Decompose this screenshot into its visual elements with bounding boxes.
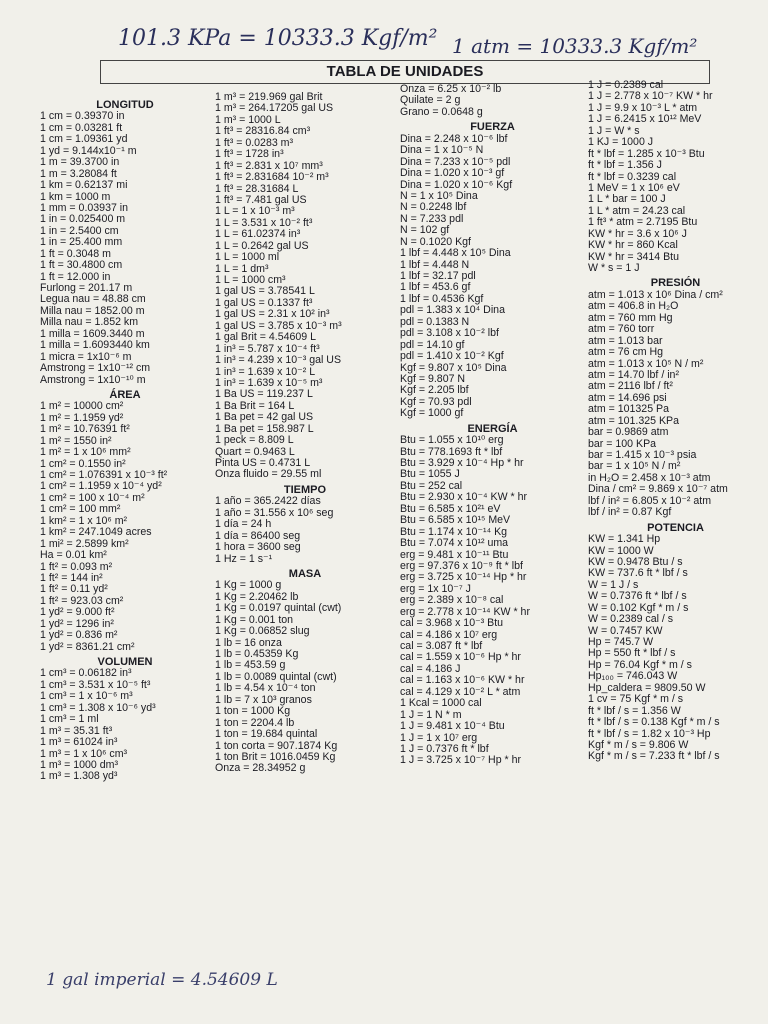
conversion-line: ft * lbf / s = 0.138 Kgf * m / s	[588, 716, 720, 729]
conversion-line: Btu = 1055 J	[400, 468, 460, 481]
conversion-line: Quilate = 2 g	[400, 94, 461, 107]
conversion-line: 1 lbf = 4.448 N	[400, 258, 470, 271]
conversion-line: 1 ft³ = 28316.84 cm³	[215, 125, 311, 138]
conversion-line: 1 micra = 1x10⁻⁶ m	[40, 350, 132, 363]
conversion-line: 1 mm = 0.03937 in	[40, 201, 129, 214]
conversion-line: atm = 14.696 psi	[588, 391, 667, 404]
conversion-line: pdl = 1.383 x 10⁴ Dina	[400, 304, 505, 317]
conversion-line: 1 L = 1 x 10⁻³ m³	[215, 205, 295, 218]
conversion-line: 1 gal US = 3.785 x 10⁻³ m³	[215, 319, 342, 332]
conversion-line: 1 ft³ = 28.31684 L	[215, 182, 299, 195]
conversion-line: pdl = 0.1383 N	[400, 315, 470, 328]
conversion-line: 1 Kg = 0.001 ton	[215, 613, 294, 626]
conversion-line: 1 yd² = 8361.21 cm²	[40, 640, 135, 653]
conversion-line: 1 cm = 1.09361 yd	[40, 133, 128, 146]
conversion-line: Hp = 76.04 Kgf * m / s	[588, 658, 692, 671]
conversion-line: 1 Ba Brit = 164 L	[215, 399, 295, 412]
conversion-line: cal = 3.087 ft * lbf	[400, 640, 483, 653]
conversion-line: 1 Ba US = 119.237 L	[215, 388, 313, 401]
conversion-line: 1 lb = 0.0089 quintal (cwt)	[215, 670, 337, 683]
conversion-line: Btu = 7.074 x 10¹² uma	[400, 537, 509, 550]
conversion-line: 1 ft = 30.4800 cm	[40, 259, 123, 272]
conversion-line: KW * hr = 3414 Btu	[588, 250, 679, 263]
conversion-line: 1 ft³ = 2.831684 10⁻² m³	[215, 171, 329, 184]
conversion-line: 1 J = 0.7376 ft * lbf	[400, 742, 489, 755]
conversion-line: 1 m = 39.3700 in	[40, 156, 120, 169]
conversion-line: 1 J = 3.725 x 10⁻⁷ Hp * hr	[400, 754, 522, 767]
conversion-line: in H₂O = 2.458 x 10⁻³ atm	[588, 471, 711, 484]
conversion-line: 1 cm³ = 0.06182 in³	[40, 667, 132, 680]
conversion-line: 1 km² = 1 x 10⁶ m²	[40, 514, 128, 527]
conversion-line: Dina = 1 x 10⁻⁵ N	[400, 144, 484, 157]
conversion-line: cal = 1.559 x 10⁻⁶ Hp * hr	[400, 651, 521, 664]
section-heading: ÁREA	[109, 388, 141, 401]
conversion-line: Btu = 1.055 x 10¹⁰ erg	[400, 434, 504, 447]
conversion-line: bar = 1 x 10⁵ N / m²	[588, 460, 681, 473]
conversion-line: ft * lbf / s = 1.82 x 10⁻³ Hp	[588, 727, 711, 740]
conversion-line: KW * hr = 3.6 x 10⁶ J	[588, 227, 687, 240]
section-heading: POTENCIA	[647, 521, 704, 534]
conversion-line: W * s = 1 J	[588, 262, 640, 274]
conversion-line: 1 ft² = 144 in²	[40, 571, 103, 584]
conversion-line: 1 J = W * s	[588, 124, 640, 137]
conversion-line: 1 ft = 0.3048 m	[40, 247, 111, 260]
conversion-line: Dina / cm² = 9.869 x 10⁻⁷ atm	[588, 483, 728, 496]
conversion-line: Amstrong = 1x10⁻¹⁰ m	[40, 373, 146, 386]
conversion-line: KW = 737.6 ft * lbf / s	[588, 567, 688, 580]
conversion-line: Btu = 3.929 x 10⁻⁴ Hp * hr	[400, 457, 524, 470]
conversion-line: 1 gal Brit = 4.54609 L	[215, 331, 317, 344]
conversion-line: 1 m³ = 1.308 yd³	[40, 770, 118, 783]
column-3	[400, 84, 585, 767]
conversion-line: 1 Hz = 1 s⁻¹	[215, 552, 273, 565]
conversion-line: Onza = 28.34952 g	[215, 762, 306, 775]
conversion-line: 1 L = 61.02374 in³	[215, 228, 301, 241]
handwritten-note-atm: 1 atm = 10333.3 Kgf/m²	[452, 34, 698, 58]
conversion-line: 1 ft³ = 7.481 gal US	[215, 193, 307, 206]
conversion-line: Milla nau = 1852.00 m	[40, 304, 145, 317]
conversion-line: pdl = 14.10 gf	[400, 338, 465, 351]
conversion-line: Ha = 0.01 km²	[40, 549, 107, 562]
page-title: TABLA DE UNIDADES	[100, 60, 710, 84]
conversion-line: 1 ft³ * atm = 2.7195 Btu	[588, 216, 698, 229]
conversion-line: 1 in = 0.025400 m	[40, 213, 126, 226]
conversion-line: 1 año = 365.2422 días	[215, 495, 321, 508]
conversion-line: 1 yd² = 0.836 m²	[40, 629, 118, 642]
conversion-line: Btu = 252 cal	[400, 479, 463, 492]
conversion-line: 1 lb = 0.45359 Kg	[215, 648, 299, 661]
section-heading: ENERGÍA	[467, 422, 518, 435]
conversion-line: pdl = 1.410 x 10⁻² Kgf	[400, 350, 504, 363]
conversion-line: Hp = 550 ft * lbf / s	[588, 647, 676, 660]
conversion-line: 1 ft² = 923.03 cm²	[40, 594, 124, 607]
conversion-line: cal = 3.968 x 10⁻³ Btu	[400, 617, 504, 630]
conversion-line: N = 0.1020 Kgf	[400, 235, 471, 248]
conversion-line: atm = 1.013 x 10⁵ N / m²	[588, 357, 704, 370]
conversion-line: N = 7.233 pdl	[400, 212, 464, 225]
conversion-line: lbf / in² = 0.87 Kgf	[588, 506, 672, 519]
conversion-line: 1 in³ = 1.639 x 10⁻⁵ m³	[215, 376, 323, 389]
conversion-line: W = 0.2389 cal / s	[588, 613, 674, 626]
conversion-line: 1 m² = 1550 in²	[40, 434, 112, 447]
conversion-line: ft * lbf = 0.3239 cal	[588, 170, 677, 183]
conversion-line: Hp₁₀₀ = 746.043 W	[588, 670, 678, 683]
conversion-line: 1 cm² = 100 mm²	[40, 503, 121, 516]
conversion-line: Kgf = 9.807 x 10⁵ Dina	[400, 361, 507, 374]
conversion-line: atm = 14.70 lbf / in²	[588, 368, 679, 381]
conversion-line: Kgf = 9.807 N	[400, 372, 466, 385]
section-heading: FUERZA	[470, 121, 515, 134]
conversion-line: 1 cm² = 1.1959 x 10⁻⁴ yd²	[40, 480, 162, 493]
conversion-line: 1 gal US = 2.31 x 10² in³	[215, 308, 330, 321]
conversion-line: Btu = 2.930 x 10⁻⁴ KW * hr	[400, 491, 528, 504]
conversion-line: 1 cm = 0.39370 in	[40, 110, 125, 123]
conversion-line: 1 ft² = 0.093 m²	[40, 560, 113, 573]
conversion-line: atm = 406.8 in H₂O	[588, 300, 679, 313]
conversion-line: 1 Kg = 0.06852 slug	[215, 625, 310, 638]
conversion-line: 1 km² = 247.1049 acres	[40, 526, 152, 539]
conversion-line: 1 m³ = 1 x 10⁶ cm³	[40, 747, 128, 760]
conversion-line: Btu = 6.585 x 10²¹ eV	[400, 502, 501, 515]
conversion-line: 1 MeV = 1 x 10⁶ eV	[588, 181, 680, 194]
conversion-line: atm = 101.325 KPa	[588, 414, 679, 427]
conversion-line: Dina = 7.233 x 10⁻⁵ pdl	[400, 155, 511, 168]
conversion-line: Milla nau = 1.852 km	[40, 316, 139, 329]
section-heading: LONGITUD	[96, 99, 154, 111]
conversion-line: Kgf = 2.205 lbf	[400, 384, 469, 397]
conversion-line: 1 L * atm = 24.23 cal	[588, 204, 686, 217]
conversion-line: Onza fluido = 29.55 ml	[215, 468, 322, 481]
conversion-line: 1 ton corta = 907.1874 Kg	[215, 739, 338, 752]
conversion-line: erg = 2.389 x 10⁻⁸ cal	[400, 594, 504, 607]
handwritten-note-gallon: 1 gal imperial = 4.54609 L	[46, 970, 278, 990]
conversion-line: erg = 1x 10⁻⁷ J	[400, 582, 471, 595]
conversion-line: 1 cm³ = 1.308 x 10⁻⁶ yd³	[40, 701, 156, 714]
conversion-line: KW = 1.341 Hp	[588, 533, 661, 546]
conversion-line: 1 J = 1 N * m	[400, 708, 462, 721]
conversion-line: 1 Ba pet = 42 gal US	[215, 411, 314, 424]
conversion-line: 1 cv = 75 Kgf * m / s	[588, 693, 684, 706]
conversion-line: Dina = 1.020 x 10⁻⁶ Kgf	[400, 178, 513, 191]
conversion-line: 1 cm² = 100 x 10⁻⁴ m²	[40, 491, 145, 504]
conversion-line: bar = 100 KPa	[588, 437, 657, 450]
conversion-line: 1 lb = 7 x 10³ granos	[215, 693, 312, 706]
conversion-line: 1 in = 2.5400 cm	[40, 224, 119, 237]
conversion-line: KW * hr = 860 Kcal	[588, 239, 678, 252]
conversion-line: 1 L = 1000 cm³	[215, 274, 286, 286]
conversion-line: 1 cm² = 0.1550 in²	[40, 457, 126, 470]
column-1	[40, 96, 210, 783]
conversion-line: 1 cm = 0.03281 ft	[40, 121, 123, 134]
conversion-line: Kgf * m / s = 9.806 W	[588, 738, 689, 751]
conversion-line: Grano = 0.0648 g	[400, 105, 483, 118]
conversion-line: 1 milla = 1609.3440 m	[40, 327, 145, 340]
conversion-line: atm = 2116 lbf / ft²	[588, 380, 673, 393]
conversion-line: lbf / in² = 6.805 x 10⁻² atm	[588, 494, 712, 507]
conversion-line: 1 J = 9.9 x 10⁻³ L * atm	[588, 101, 698, 114]
conversion-line: Btu = 6.585 x 10¹⁵ MeV	[400, 514, 511, 527]
conversion-line: atm = 760 mm Hg	[588, 311, 673, 324]
conversion-line: W = 0.7376 ft * lbf / s	[588, 590, 687, 603]
conversion-line: Btu = 1.174 x 10⁻¹⁴ Kg	[400, 525, 508, 538]
conversion-line: 1 L * bar = 100 J	[588, 193, 666, 206]
section-heading: VOLUMEN	[97, 656, 153, 669]
conversion-line: 1 L = 3.531 x 10⁻² ft³	[215, 216, 313, 229]
conversion-line: bar = 0.9869 atm	[588, 426, 669, 439]
conversion-line: 1 m³ = 61024 in³	[40, 736, 118, 749]
section-heading: PRESIÓN	[650, 277, 701, 290]
conversion-line: 1 Kg = 0.0197 quintal (cwt)	[215, 602, 342, 615]
column-4	[588, 80, 763, 763]
conversion-line: 1 ton = 1000 Kg	[215, 705, 291, 718]
conversion-line: 1 m² = 10.76391 ft²	[40, 423, 130, 436]
conversion-line: 1 ton Brit = 1016.0459 Kg	[215, 750, 336, 763]
conversion-line: 1 J = 1 x 10⁷ erg	[400, 731, 478, 744]
conversion-line: 1 L = 1000 ml	[215, 251, 280, 264]
conversion-line: 1 milla = 1.6093440 km	[40, 339, 150, 352]
conversion-line: 1 m³ = 35.31 ft³	[40, 724, 113, 737]
conversion-line: 1 yd = 9.144x10⁻¹ m	[40, 144, 137, 157]
conversion-line: 1 gal US = 0.1337 ft³	[215, 296, 313, 309]
conversion-line: 1 in³ = 5.787 x 10⁻⁴ ft³	[215, 342, 320, 355]
conversion-line: 1 m³ = 219.969 gal Brit	[215, 91, 323, 103]
conversion-line: cal = 4.129 x 10⁻² L * atm	[400, 685, 521, 698]
conversion-line: 1 yd² = 1296 in²	[40, 617, 114, 630]
conversion-line: atm = 76 cm Hg	[588, 346, 664, 359]
conversion-line: 1 ft³ = 0.0283 m³	[215, 136, 294, 149]
conversion-line: Btu = 778.1693 ft * lbf	[400, 445, 503, 458]
conversion-line: erg = 2.778 x 10⁻¹⁴ KW * hr	[400, 605, 530, 618]
conversion-line: 1 cm³ = 3.531 x 10⁻⁵ ft³	[40, 678, 151, 691]
conversion-line: W = 0.7457 KW	[588, 624, 663, 637]
conversion-line: 1 cm³ = 1 ml	[40, 713, 99, 726]
conversion-line: ft * lbf / s = 1.356 W	[588, 704, 681, 717]
conversion-line: 1 día = 86400 seg	[215, 529, 301, 542]
conversion-line: 1 Kg = 2.20462 lb	[215, 590, 299, 603]
conversion-line: N = 1 x 10⁵ Dina	[400, 189, 478, 202]
conversion-line: pdl = 3.108 x 10⁻² lbf	[400, 327, 499, 340]
conversion-line: cal = 4.186 x 10⁷ erg	[400, 628, 498, 641]
conversion-line: 1 lbf = 453.6 gf	[400, 281, 471, 294]
conversion-line: 1 ton = 19.684 quintal	[215, 728, 318, 741]
conversion-line: erg = 97.376 x 10⁻⁹ ft * lbf	[400, 559, 523, 572]
conversion-line: Hp_caldera = 9809.50 W	[588, 681, 706, 694]
conversion-line: Amstrong = 1x10⁻¹² cm	[40, 362, 151, 375]
conversion-line: atm = 101325 Pa	[588, 403, 669, 416]
conversion-line: 1 día = 24 h	[215, 518, 272, 531]
handwritten-note-kpa: 101.3 KPa = 10333.3 Kgf/m²	[118, 26, 438, 51]
conversion-line: 1 ft³ = 1728 in³	[215, 148, 284, 161]
conversion-line: 1 ton = 2204.4 lb	[215, 716, 295, 729]
conversion-line: 1 peck = 8.809 L	[215, 434, 294, 447]
conversion-line: 1 hora = 3600 seg	[215, 541, 301, 554]
conversion-line: 1 Ba pet = 158.987 L	[215, 422, 314, 435]
conversion-line: 1 ft³ = 2.831 x 10⁷ mm³	[215, 159, 323, 172]
conversion-line: Quart = 0.9463 L	[215, 445, 295, 458]
conversion-line: 1 ft = 12.000 in	[40, 270, 111, 283]
conversion-line: 1 gal US = 3.78541 L	[215, 285, 315, 298]
conversion-line: Hp = 745.7 W	[588, 636, 654, 649]
conversion-line: 1 Kcal = 1000 cal	[400, 697, 482, 710]
section-heading: TIEMPO	[283, 483, 327, 496]
column-2	[215, 92, 395, 775]
conversion-line: 1 km = 0.62137 mi	[40, 179, 128, 192]
conversion-line: cal = 4.186 J	[400, 662, 461, 675]
conversion-line: erg = 9.481 x 10⁻¹¹ Btu	[400, 548, 509, 561]
conversion-line: 1 J = 6.2415 x 10¹² MeV	[588, 113, 702, 126]
conversion-line: 1 km = 1000 m	[40, 190, 111, 203]
conversion-line: 1 m² = 1.1959 yd²	[40, 411, 124, 424]
conversion-line: cal = 1.163 x 10⁻⁶ KW * hr	[400, 674, 525, 687]
conversion-line: KW = 0.9478 Btu / s	[588, 555, 683, 568]
conversion-line: 1 lb = 16 onza	[215, 636, 282, 649]
conversion-line: 1 lbf = 4.448 x 10⁵ Dina	[400, 247, 511, 260]
conversion-line: 1 KJ = 1000 J	[588, 136, 654, 149]
conversion-line: Kgf = 1000 gf	[400, 407, 464, 420]
conversion-line: N = 0.2248 lbf	[400, 201, 467, 214]
conversion-line: Furlong = 201.17 m	[40, 282, 133, 295]
conversion-line: 1 m³ = 264.17205 gal US	[215, 102, 334, 115]
conversion-line: 1 L = 1 dm³	[215, 262, 269, 275]
conversion-line: Onza = 6.25 x 10⁻² lb	[400, 83, 502, 95]
conversion-line: 1 lbf = 32.17 pdl	[400, 270, 476, 283]
conversion-line: 1 in = 25.400 mm	[40, 236, 123, 249]
conversion-line: ft * lbf = 1.285 x 10⁻³ Btu	[588, 147, 705, 160]
conversion-line: 1 lbf = 0.4536 Kgf	[400, 292, 484, 305]
conversion-line: W = 0.102 Kgf * m / s	[588, 601, 689, 614]
conversion-line: 1 J = 2.778 x 10⁻⁷ KW * hr	[588, 90, 713, 103]
conversion-line: atm = 760 torr	[588, 323, 655, 336]
conversion-line: 1 J = 9.481 x 10⁻⁴ Btu	[400, 720, 505, 733]
conversion-line: 1 m = 3.28084 ft	[40, 167, 117, 180]
conversion-line: Dina = 2.248 x 10⁻⁶ lbf	[400, 132, 508, 145]
conversion-line: bar = 1.415 x 10⁻³ psia	[588, 449, 697, 462]
conversion-line: Kgf = 70.93 pdl	[400, 395, 472, 408]
conversion-line: 1 ft² = 0.11 yd²	[40, 583, 108, 596]
conversion-line: 1 Kg = 1000 g	[215, 579, 282, 592]
conversion-line: ft * lbf = 1.356 J	[588, 159, 662, 172]
conversion-line: KW = 1000 W	[588, 544, 654, 557]
conversion-line: atm = 1.013 bar	[588, 334, 663, 347]
conversion-line: atm = 1.013 x 10⁶ Dina / cm²	[588, 288, 723, 301]
conversion-line: 1 J = 0.2389 cal	[588, 79, 664, 91]
conversion-line: 1 L = 0.2642 gal US	[215, 239, 309, 252]
conversion-line: 1 lb = 453.59 g	[215, 659, 286, 672]
section-heading: MASA	[288, 567, 322, 580]
conversion-line: 1 m² = 1 x 10⁶ mm²	[40, 446, 131, 459]
conversion-line: 1 lb = 4.54 x 10⁻⁴ ton	[215, 682, 316, 695]
conversion-line: Legua nau = 48.88 cm	[40, 293, 146, 306]
conversion-line: 1 in³ = 1.639 x 10⁻² L	[215, 365, 316, 378]
conversion-line: 1 yd² = 9.000 ft²	[40, 606, 115, 619]
conversion-line: N = 102 gf	[400, 224, 450, 237]
conversion-line: 1 mi² = 2.5899 km²	[40, 537, 129, 550]
conversion-line: Kgf * m / s = 7.233 ft * lbf / s	[588, 750, 720, 763]
conversion-line: 1 cm² = 1.076391 x 10⁻³ ft²	[40, 469, 168, 482]
conversion-line: W = 1 J / s	[588, 578, 639, 591]
conversion-line: Pinta US = 0.4731 L	[215, 457, 311, 469]
conversion-line: 1 m³ = 1000 L	[215, 113, 281, 126]
conversion-line: 1 in³ = 4.239 x 10⁻³ gal US	[215, 354, 342, 367]
conversion-line: 1 m² = 10000 cm²	[40, 400, 124, 413]
conversion-line: 1 cm³ = 1 x 10⁻⁶ m³	[40, 690, 133, 703]
conversion-line: Dina = 1.020 x 10⁻³ gf	[400, 167, 505, 180]
conversion-line: 1 año = 31.556 x 10⁶ seg	[215, 506, 334, 519]
conversion-line: erg = 3.725 x 10⁻¹⁴ Hp * hr	[400, 571, 527, 584]
conversion-line: 1 m³ = 1000 dm³	[40, 758, 119, 771]
